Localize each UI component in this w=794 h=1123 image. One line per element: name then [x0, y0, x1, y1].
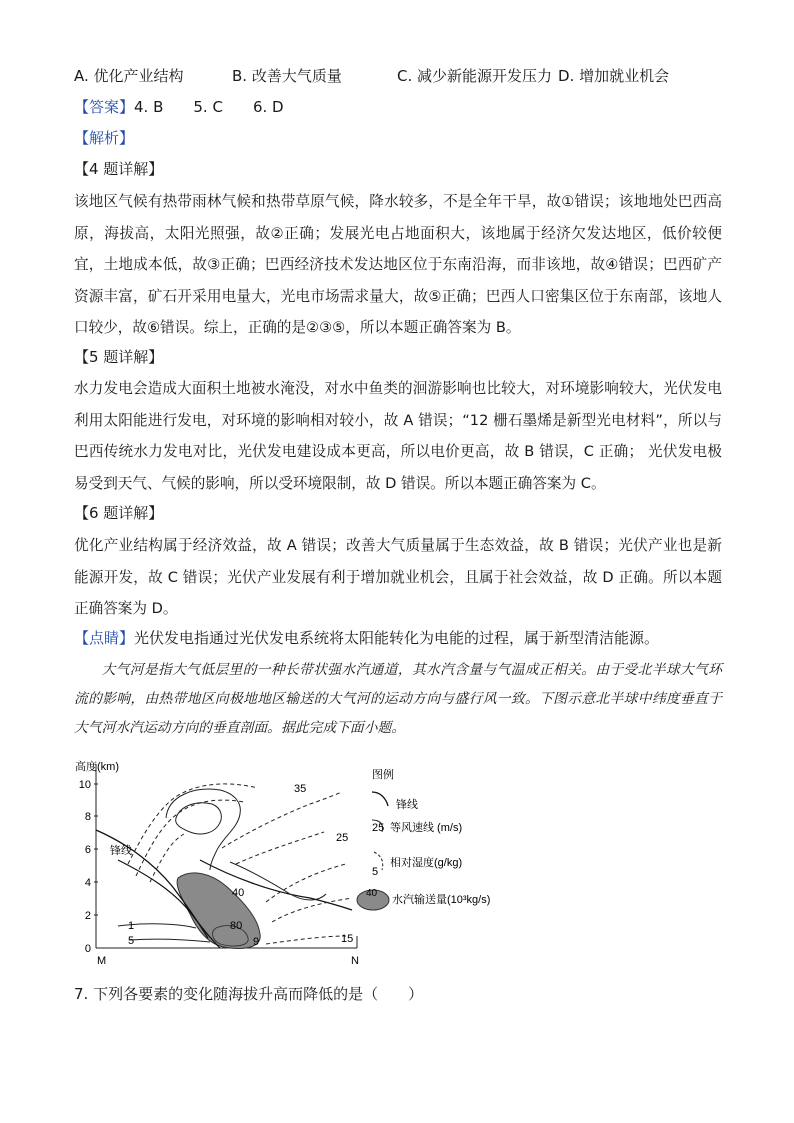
y-axis-label: 高度(km): [75, 761, 119, 773]
legend-humidity-value: 5: [372, 866, 379, 878]
humidity-contour-lower-5: [130, 939, 210, 942]
legend-front-label: 锋线: [396, 799, 418, 811]
humidity-contour-4: [222, 792, 342, 848]
contour-label-80: 80: [230, 920, 243, 932]
humidity-contour-5: [236, 832, 324, 864]
option-d: D. 增加就业机会: [558, 67, 670, 85]
option-a: A. 优化产业结构: [74, 67, 184, 85]
legend-front-symbol: [372, 792, 388, 806]
y-tick-label-4: 4: [84, 877, 91, 889]
contour-label-40: 40: [232, 887, 245, 899]
legend-title: 图例: [372, 769, 394, 781]
wind-speed-inner: [176, 803, 222, 834]
legend-vapor-label: 水汽输送量(10³kg/s): [392, 894, 491, 906]
front-line-label: 锋线: [110, 845, 132, 857]
reading-passage: 大气河是指大气低层里的一种长带状强水汽通道，其水汽含量与气温成正相关。由于受北半球大气环流的影响，由热带地区向极地地区输送的大气河的运动方向与盛行风一致。下图示意北半球中纬度垂直于大气河水汽运动方向的垂直剖面。据此完成下面小题。: [74, 662, 722, 736]
option-c: C. 减少新能源开发压力: [397, 67, 553, 85]
wind-speed-contour-35: [166, 789, 240, 870]
q6-heading: 【6 题详解】: [74, 504, 164, 522]
atmospheric-river-figure: [70, 752, 570, 967]
legend-wind-label: 等风速线 (m/s): [390, 822, 463, 834]
options-row: [74, 66, 722, 86]
y-tick-label-2: 2: [84, 910, 91, 922]
question-7: 7. 下列各要素的变化随海拔升高而降低的是（ ）: [74, 985, 424, 1003]
option-b: B. 改善大气质量: [232, 67, 342, 85]
legend-vapor-value: 40: [366, 888, 378, 899]
legend-humidity-label: 相对湿度(g/kg): [390, 857, 463, 869]
humidity-contour-6: [266, 864, 346, 902]
contour-label-25: 25: [336, 832, 349, 844]
contour-label-35: 35: [294, 783, 307, 795]
figure-legend: [357, 767, 490, 910]
q5-heading: 【5 题详解】: [74, 348, 164, 366]
x-label-m: M: [97, 955, 107, 967]
analysis-heading: 【解析】: [74, 129, 135, 147]
contour-label-9: 9: [253, 936, 260, 948]
y-tick-label-6: 6: [84, 844, 91, 856]
dianjing-tag: 【点睛】: [74, 629, 135, 647]
humidity-contour-7: [272, 898, 352, 922]
y-tick-label-0: 0: [84, 943, 91, 955]
q6-explanation: 优化产业结构属于经济效益，故 A 错误；改善大气质量属于生态效益，故 B 错误；光伏产业也是新能源开发，故 C 错误；光伏产业发展有利于增加就业机会，且属于社会效益，故 D 正确。所以本题正确答案为 D。: [74, 537, 722, 617]
humidity-contour-3: [150, 834, 184, 882]
wind-speed-contour-15: [266, 936, 346, 944]
contour-label-5: 5: [128, 935, 135, 947]
contour-label-15: 15: [341, 933, 354, 945]
dianjing-line: [74, 628, 659, 648]
humidity-contour-1: [128, 784, 258, 864]
q4-heading: 【4 题详解】: [74, 160, 164, 178]
contour-label-1: 1: [128, 920, 135, 932]
y-tick-label-10: 10: [78, 779, 91, 791]
dianjing-text: 光伏发电指通过光伏发电系统将太阳能转化为电能的过程，属于新型清洁能源。: [134, 629, 660, 647]
q5-explanation: 水力发电会造成大面积土地被水淹没，对水中鱼类的洄游影响也比较大，对环境影响较大，光伏发电利用太阳能进行发电，对环境的影响相对较小，故 A 错误；“12 栅石墨烯是新型光电材料”，所以与巴西传统水力发电对比，光伏发电建设成本更高，所以电价更高，故 B 错误，C 正确； 光伏发电极易受到天气、气候的影响，所以受环境限制，故 D 错误。所以本题正确答案为 C。: [74, 380, 722, 492]
legend-wind-value: 25: [372, 822, 385, 834]
answer-line: [74, 97, 284, 117]
answer-tag: 【答案】: [74, 98, 135, 116]
answer-text: 4. B 5. C 6. D: [134, 98, 284, 116]
y-tick-label-8: 8: [84, 811, 91, 823]
x-label-n: N: [351, 955, 359, 967]
q4-explanation: 该地区气候有热带雨林气候和热带草原气候，降水较多，不是全年干旱，故①错误；该地地处巴西高原，海拔高，太阳光照强，故②正确；发展光电占地面积大，该地属于经济欠发达地区，低价较便宜，土地成本低，故③正确；巴西经济技术发达地区位于东南沿海，而非该地，故④错误；巴西矿产资源丰富，矿石开采用电量大，光电市场需求量大，故⑤正确；巴西人口密集区位于东南部，该地人口较少，故⑥错误。综上，正确的是②③⑤，所以本题正确答案为 B。: [74, 193, 722, 336]
